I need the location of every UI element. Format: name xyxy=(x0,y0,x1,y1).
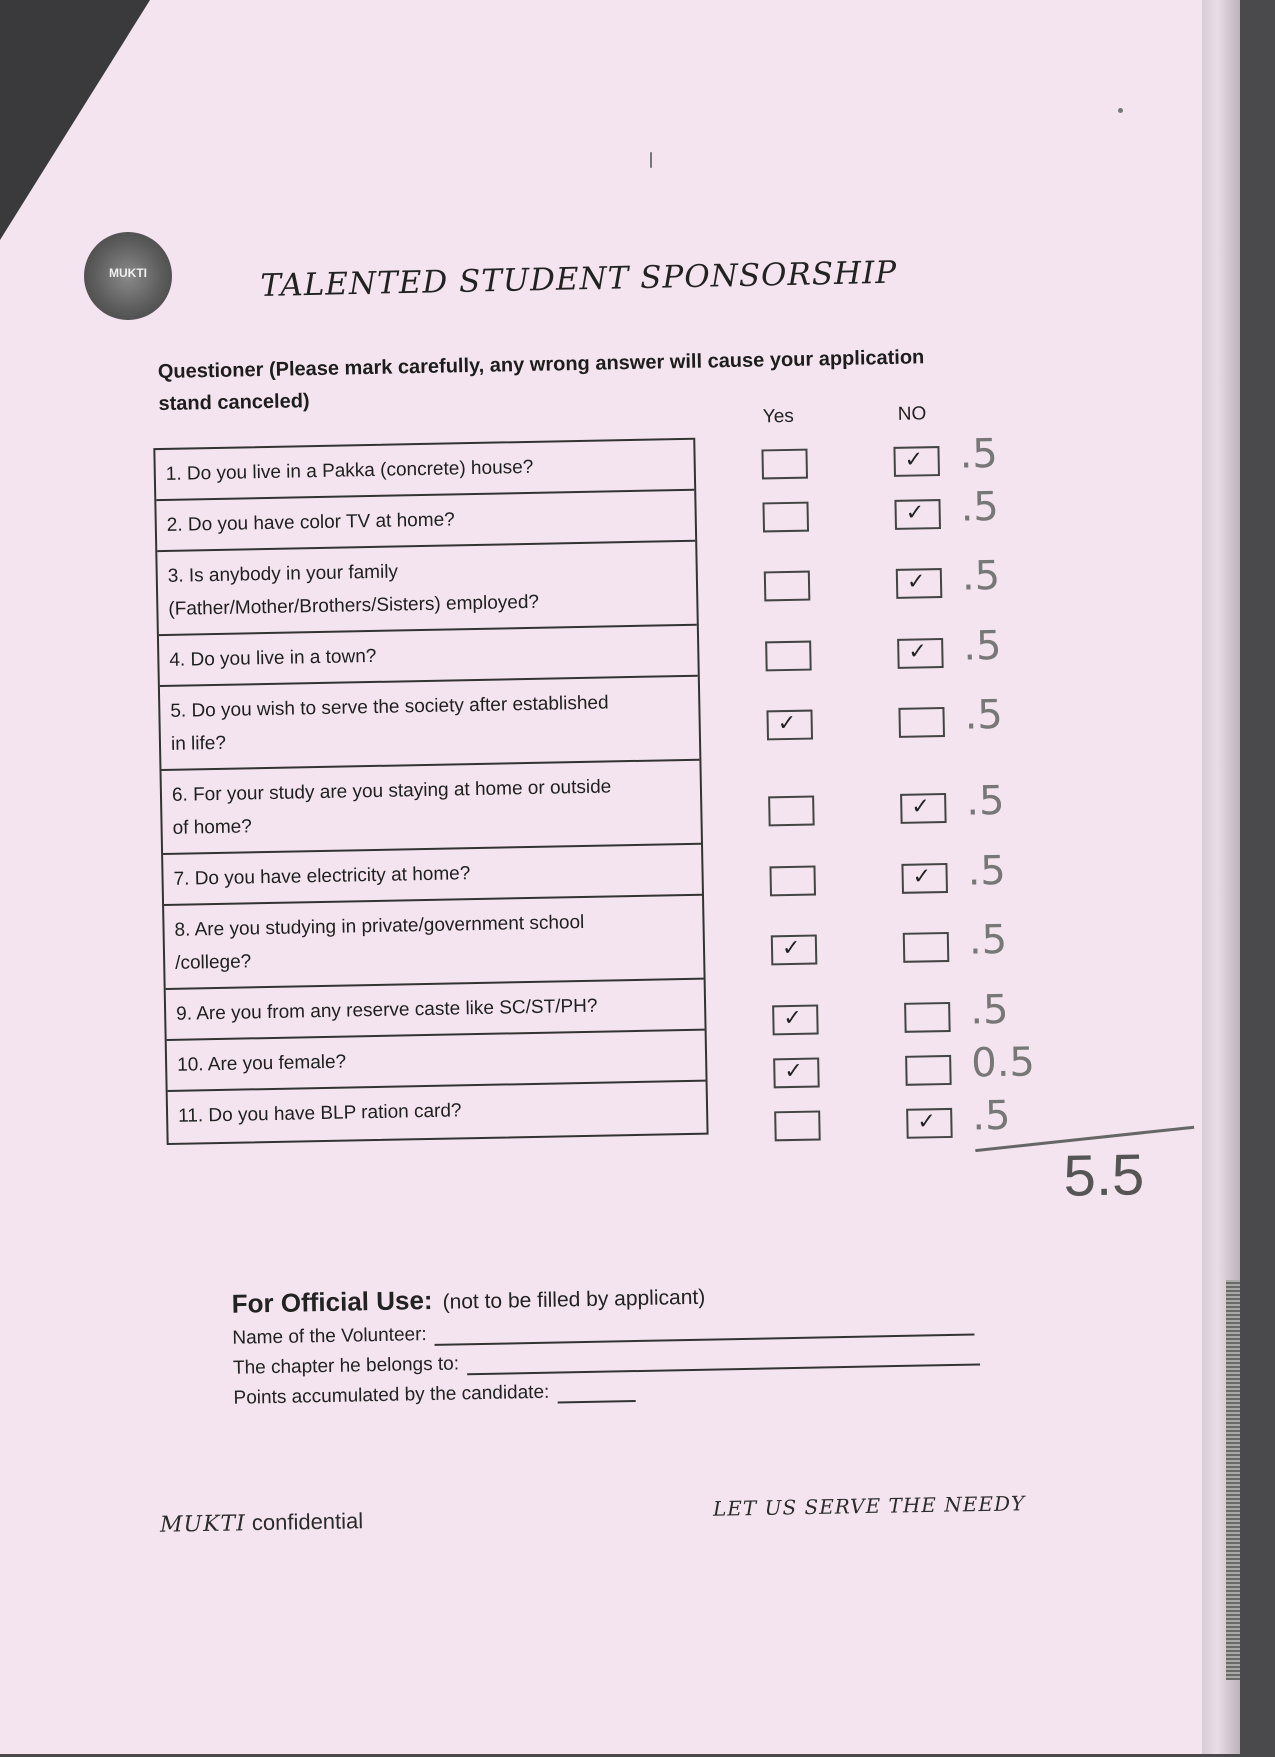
question-row xyxy=(160,677,700,771)
check-mark-icon: ✓ xyxy=(905,498,925,525)
check-mark-icon: ✓ xyxy=(912,862,932,889)
volunteer-line[interactable] xyxy=(435,1334,975,1346)
official-note: (not to be filled by applicant) xyxy=(442,1285,706,1314)
checkbox-no[interactable] xyxy=(896,568,943,599)
check-mark-icon: ✓ xyxy=(781,934,801,961)
checkbox-no[interactable] xyxy=(904,1001,951,1032)
checkbox-no[interactable] xyxy=(894,499,941,530)
check-mark-icon: ✓ xyxy=(783,1004,803,1030)
chapter-field xyxy=(233,1343,980,1379)
volunteer-field xyxy=(232,1313,979,1349)
question-row xyxy=(164,896,704,990)
questioner-instructions xyxy=(158,340,979,420)
checkbox-no[interactable] xyxy=(903,932,950,963)
question-text-continued: of home? xyxy=(172,816,253,839)
score-mark: .5 xyxy=(971,1092,1011,1140)
checkbox-no[interactable] xyxy=(893,446,940,477)
footer-confidential xyxy=(160,1508,364,1538)
points-line[interactable] xyxy=(557,1400,635,1403)
volunteer-label: Name of the Volunteer: xyxy=(232,1324,427,1349)
checkbox-yes[interactable] xyxy=(771,934,818,965)
checkbox-yes[interactable] xyxy=(768,796,815,827)
checkbox-yes[interactable] xyxy=(774,1110,821,1141)
question-text: 11. Do you have BLP ration card? xyxy=(177,1100,462,1127)
score-mark: 0.5 xyxy=(970,1038,1036,1087)
question-text-continued: /college? xyxy=(174,951,252,974)
score-mark: .5 xyxy=(967,847,1007,895)
score-mark: .5 xyxy=(959,430,999,478)
question-text: 3. Is anybody in your family xyxy=(167,561,399,587)
checkbox-yes[interactable] xyxy=(764,571,811,602)
points-label: Points accumulated by the candidate: xyxy=(233,1381,550,1409)
speck xyxy=(1118,108,1123,113)
question-text: 5. Do you wish to serve the society after established xyxy=(170,692,609,722)
checkbox-yes[interactable] xyxy=(766,710,813,741)
question-text: 1. Do you live in a Pakka (concrete) house? xyxy=(165,456,534,485)
checkbox-no[interactable] xyxy=(900,793,947,824)
check-mark-icon: ✓ xyxy=(777,709,797,736)
chapter-label: The chapter he belongs to: xyxy=(232,1353,460,1379)
form-title: TALENTED STUDENT SPONSORSHIP xyxy=(260,254,898,304)
check-mark-icon: ✓ xyxy=(908,637,928,664)
official-heading xyxy=(231,1274,979,1319)
question-text-continued: in life? xyxy=(170,732,227,755)
question-row xyxy=(157,542,697,636)
question-text-continued: (Father/Mother/Brothers/Sisters) employed? xyxy=(168,591,540,620)
footer-brand: MUKTI xyxy=(159,1511,247,1538)
official-use-section xyxy=(231,1274,980,1409)
logo-text: MUKTI xyxy=(109,266,147,280)
checkbox-yes[interactable] xyxy=(765,640,812,671)
checkbox-no[interactable] xyxy=(901,862,948,893)
score-mark: .5 xyxy=(961,552,1001,600)
checkbox-yes[interactable] xyxy=(762,501,809,532)
score-mark: .5 xyxy=(960,483,1000,531)
column-yes-header: Yes xyxy=(762,405,795,428)
score-mark: .5 xyxy=(962,622,1002,670)
question-text: 9. Are you from any reserve caste like SC/ST/PH? xyxy=(175,995,598,1025)
question-text: 8. Are you studying in private/government school xyxy=(174,911,585,941)
checkbox-no[interactable] xyxy=(906,1107,953,1138)
checkbox-yes[interactable] xyxy=(769,865,816,896)
checkbox-no[interactable] xyxy=(905,1054,952,1085)
check-mark-icon: ✓ xyxy=(784,1057,804,1083)
check-mark-icon: ✓ xyxy=(911,793,930,819)
check-mark-icon: ✓ xyxy=(904,445,924,472)
score-mark: .5 xyxy=(968,916,1008,964)
footer-motto: LET US SERVE THE NEEDY xyxy=(712,1491,1026,1521)
official-heading-text: For Official Use: xyxy=(231,1284,433,1319)
checkbox-yes[interactable] xyxy=(772,1004,819,1035)
column-no-header: NO xyxy=(897,403,927,425)
checkbox-yes[interactable] xyxy=(773,1057,820,1088)
question-text: 2. Do you have color TV at home? xyxy=(166,509,455,536)
question-row xyxy=(168,1082,707,1143)
speck xyxy=(650,152,652,168)
question-text: 4. Do you live in a town? xyxy=(169,645,377,671)
checkbox-yes[interactable] xyxy=(761,448,808,479)
question-row xyxy=(162,761,702,855)
chapter-line[interactable] xyxy=(467,1363,980,1375)
score-mark: .5 xyxy=(969,986,1009,1034)
question-text: 6. For your study are you staying at home or outside xyxy=(171,776,612,806)
questions-table xyxy=(153,438,708,1145)
score-mark: .5 xyxy=(965,777,1005,825)
question-text: 7. Do you have electricity at home? xyxy=(173,863,471,890)
checkbox-no[interactable] xyxy=(897,638,944,669)
questioner-line-2: stand canceled) xyxy=(158,390,310,416)
points-field xyxy=(233,1373,980,1409)
check-mark-icon: ✓ xyxy=(917,1107,937,1134)
questioner-line-1: Questioner (Please mark carefully, any wrong answer will cause your application xyxy=(157,346,925,384)
question-text: 10. Are you female? xyxy=(176,1051,347,1076)
footer-left-text: confidential xyxy=(251,1508,364,1536)
checkbox-no[interactable] xyxy=(898,707,945,738)
score-mark: .5 xyxy=(964,691,1004,739)
check-mark-icon: ✓ xyxy=(906,568,926,594)
total-score: 5.5 xyxy=(1062,1142,1145,1209)
